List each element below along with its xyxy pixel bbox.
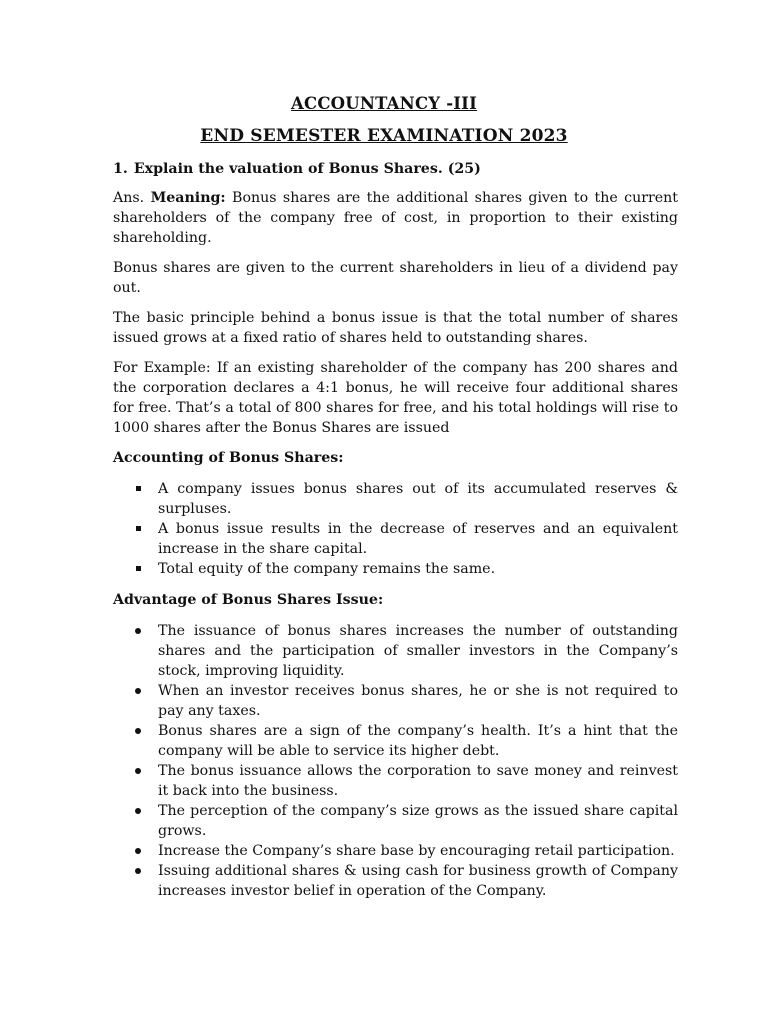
question-number: 1. — [113, 161, 128, 177]
round-bullet-icon — [135, 688, 141, 694]
question-text: Explain the valuation of Bonus Shares. (25) — [133, 161, 481, 177]
list-item: Increase the Company’s share base by encouraging retail participation. — [113, 841, 678, 861]
accounting-heading: Accounting of Bonus Shares: — [113, 450, 344, 466]
answer-paragraph-4: For Example: If an existing shareholder of the company has 200 shares and the corporation declares a 4:1 bonus, he will receive four additional shares for free. That’s a total of 800 shares for free, and his total holdings will rise to 1000 shares after the Bonus Shares are issued — [113, 360, 678, 436]
advantages-heading: Advantage of Bonus Shares Issue: — [113, 592, 384, 608]
answer-prefix: Ans. — [113, 190, 145, 206]
answer-paragraph-2: Bonus shares are given to the current shareholders in lieu of a dividend pay out. — [113, 260, 678, 296]
meaning-label: Meaning: — [150, 190, 226, 206]
list-item: The perception of the company’s size grows as the issued share capital grows. — [113, 801, 678, 841]
exam-title: END SEMESTER EXAMINATION 2023 — [200, 126, 568, 146]
meaning-text: Bonus shares are the additional shares given to the current shareholders of the company free of cost, in proportion to their existing shareholding. — [113, 190, 679, 246]
list-item: A bonus issue results in the decrease of reserves and an equivalent increase in the share capital. — [113, 519, 678, 559]
course-title: ACCOUNTANCY -III — [290, 94, 478, 113]
round-bullet-icon — [135, 868, 141, 874]
square-bullet-icon — [136, 526, 141, 531]
list-item: Total equity of the company remains the same. — [113, 559, 678, 579]
round-bullet-icon — [135, 768, 141, 774]
list-item: When an investor receives bonus shares, he or she is not required to pay any taxes. — [113, 681, 678, 721]
square-bullet-icon — [136, 566, 141, 571]
document-body — [113, 159, 678, 912]
list-item: Issuing additional shares & using cash for business growth of Company increases investor belief in operation of the Company. — [113, 861, 678, 901]
round-bullet-icon — [135, 808, 141, 814]
answer-meaning-paragraph — [113, 188, 678, 248]
answer-paragraph-3: The basic principle behind a bonus issue is that the total number of shares issued grows at a fixed ratio of shares held to outstanding shares. — [113, 310, 678, 346]
list-item: A company issues bonus shares out of its accumulated reserves & surpluses. — [113, 479, 678, 519]
round-bullet-icon — [135, 728, 141, 734]
list-item: The issuance of bonus shares increases the number of outstanding shares and the participation of smaller investors in the Company’s stock, improving liquidity. — [113, 621, 678, 681]
round-bullet-icon — [135, 628, 141, 634]
square-bullet-icon — [136, 486, 141, 491]
list-item: The bonus issuance allows the corporation to save money and reinvest it back into the business. — [113, 761, 678, 801]
question-heading — [113, 159, 678, 179]
round-bullet-icon — [135, 848, 141, 854]
advantages-list — [113, 621, 678, 901]
accounting-list — [113, 479, 678, 579]
list-item: Bonus shares are a sign of the company’s health. It’s a hint that the company will be able to service its higher debt. — [113, 721, 678, 761]
